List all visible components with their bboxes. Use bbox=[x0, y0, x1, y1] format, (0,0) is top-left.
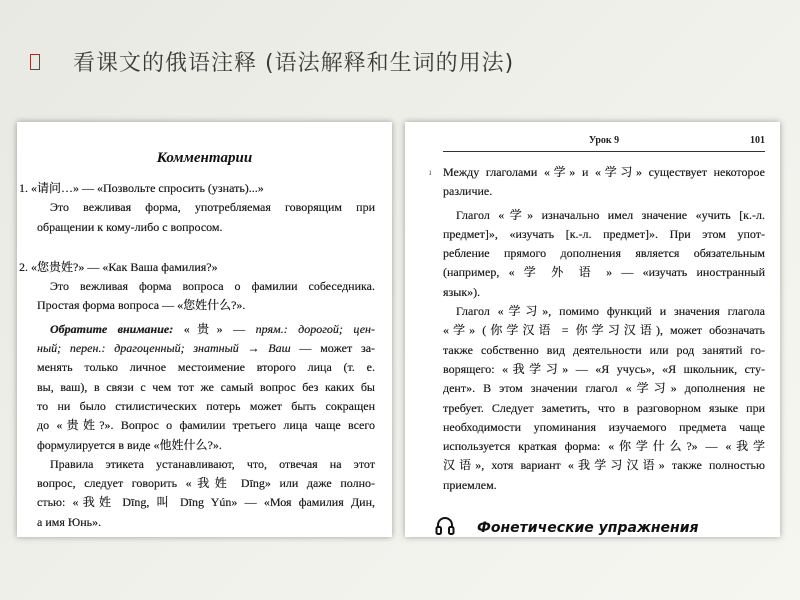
lesson-label: Урок 9 bbox=[588, 135, 620, 146]
text-line: Простая форма вопроса — «您姓什么?». bbox=[37, 298, 246, 313]
text-line: необходимости упоминания изучаемого предмета чаще bbox=[443, 419, 765, 434]
paragraph bbox=[443, 302, 765, 495]
paragraph-gap bbox=[37, 237, 375, 258]
text-line: различие. bbox=[443, 184, 493, 199]
text-line: Между глаголами «学» и «学习» существует некоторое bbox=[443, 165, 765, 179]
text-line: дент». В этом значении глагол «学习» дополнения не bbox=[443, 381, 765, 396]
text-line: до «贵姓?». Вопрос о фамилии третьего лица чаще всего bbox=[37, 418, 375, 433]
text-run: — может за- bbox=[290, 341, 376, 356]
slide-title-text: 看课文的俄语注释 (语法解释和生词的用法) bbox=[73, 51, 515, 76]
text-line bbox=[37, 339, 375, 358]
comments-heading: Комментарии bbox=[156, 150, 253, 166]
text-run: Ваш bbox=[268, 341, 291, 356]
paragraph bbox=[37, 277, 375, 316]
right-textbook-page bbox=[405, 122, 780, 537]
text-line: Это вежливая форма, употребляемая говорящим при bbox=[50, 200, 375, 215]
text-line: требует. Следует заметить, что в разговорном языке при bbox=[443, 400, 765, 415]
text-line: язык»). bbox=[443, 284, 481, 299]
text-line: (например, « 学 外 语 » — «изучать иностранный bbox=[443, 265, 765, 280]
text-line: то ни было стилистических потерь может быть сокращен bbox=[37, 398, 375, 413]
running-header bbox=[443, 135, 765, 152]
text-line: также собственно вид деятельности или род занятий го- bbox=[443, 342, 765, 357]
paragraph bbox=[37, 455, 375, 532]
text-line: вы, ваш), в связи с чем тот же самый вопрос без каких бы bbox=[37, 379, 375, 394]
page-number: 101 bbox=[750, 135, 765, 146]
margin-mark: ı bbox=[429, 167, 432, 177]
text-line: менять только личное местоимение второго лица (т. е. bbox=[37, 360, 375, 375]
text-line: 1. «请问…» — «Позвольте спросить (узнать)...» bbox=[19, 181, 264, 195]
text-line: «学» (你学汉语 = 你学习汉语), может обозначать bbox=[443, 323, 765, 338]
text-line: формулируется в виде «他姓什么?». bbox=[37, 437, 222, 452]
text-line: Это вежливая форма вопроса о фамилии собеседника. bbox=[50, 279, 375, 294]
comments-text bbox=[19, 179, 376, 532]
text-run: Обратите внимание: bbox=[50, 321, 174, 336]
text-line: 汉语», хотя вариант «我学习汉语» также полностью bbox=[443, 458, 765, 473]
slide-title bbox=[30, 46, 514, 77]
text-line: Глагол «学习», помимо функций и значения глагола bbox=[456, 304, 765, 319]
text-line: Глагол «学» изначально имел значение «учить [к.-л. bbox=[456, 207, 765, 222]
comment-item-heading bbox=[19, 258, 375, 277]
text-line: вопрос, следует говорить «我姓 Dīng» или даже полно- bbox=[37, 476, 375, 491]
text-line: стью: «我姓 Dīng, 叫 Dīng Yún» — «Моя фамилия Дин, bbox=[37, 495, 375, 510]
phonetic-exercises-section bbox=[435, 516, 699, 537]
paragraph bbox=[443, 206, 765, 302]
paragraph bbox=[443, 163, 765, 202]
text-line: а имя Юнь». bbox=[37, 514, 102, 529]
text-line: ребление прямого дополнения является обязательным bbox=[443, 246, 765, 261]
left-textbook-page bbox=[17, 122, 392, 537]
text-run: ный; перен.: драгоценный; знатный bbox=[37, 341, 239, 356]
text-line: обращении к кому-либо с вопросом. bbox=[37, 219, 223, 234]
lesson-text bbox=[443, 163, 765, 495]
text-line: ворящего: «我学习» — «Я учусь», «Я школьник, сту- bbox=[443, 361, 765, 376]
text-run: → bbox=[238, 341, 269, 356]
paragraph bbox=[37, 198, 375, 237]
text-line bbox=[37, 320, 375, 339]
square-bullet-icon bbox=[30, 54, 40, 70]
text-line: 2. «您贵姓?» — «Как Ваша фамилия?» bbox=[19, 259, 218, 274]
text-line: используется краткая форма: «你学什么?» — «我学 bbox=[443, 439, 765, 454]
text-run: прям.: дорогой; цен- bbox=[255, 321, 375, 336]
comment-item-heading bbox=[19, 179, 375, 198]
text-line: Правила этикета устанавливают, что, отвечая на этот bbox=[50, 456, 375, 471]
headphones-icon bbox=[435, 516, 455, 537]
paragraph bbox=[37, 320, 375, 455]
text-line: приемлем. bbox=[443, 477, 497, 492]
text-line: предмет]», «изучать [к.-л. предмет]». При этом упот- bbox=[443, 226, 765, 241]
section-title: Фонетические упражнения bbox=[477, 520, 699, 536]
text-run: «贵» — bbox=[173, 321, 256, 336]
